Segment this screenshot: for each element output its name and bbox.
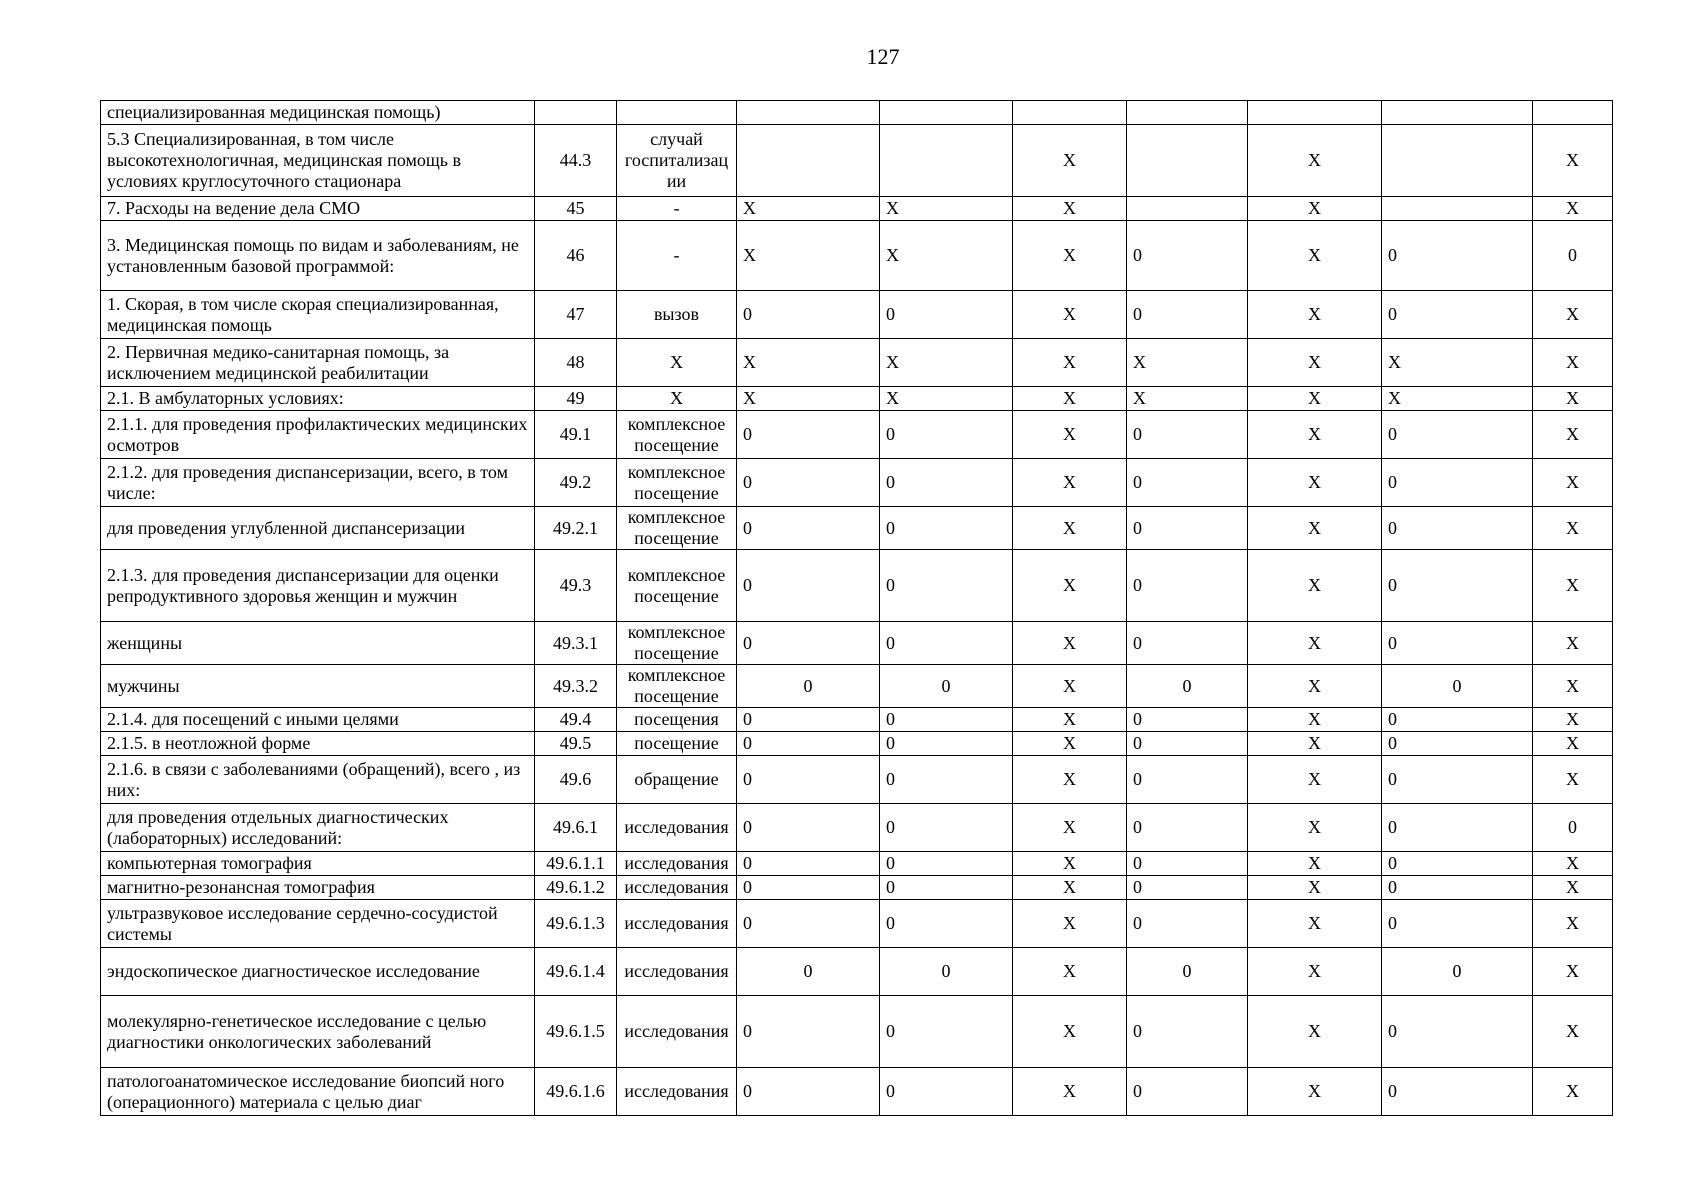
- value-cell-5: X: [1248, 197, 1382, 221]
- value-cell-4: [1127, 125, 1248, 197]
- value-cell-2: 0: [880, 459, 1013, 507]
- value-cell-3: X: [1013, 125, 1127, 197]
- value-cell-3: X: [1013, 708, 1127, 732]
- value-cell-3: X: [1013, 197, 1127, 221]
- value-cell-7: X: [1533, 339, 1613, 387]
- table-row: [101, 948, 1613, 996]
- value-cell-1: 0: [737, 732, 880, 756]
- value-cell-4: 0: [1127, 876, 1248, 900]
- value-cell-1: 0: [737, 665, 880, 708]
- value-cell-2: 0: [880, 876, 1013, 900]
- value-cell-3: X: [1013, 339, 1127, 387]
- value-cell-4: 0: [1127, 900, 1248, 948]
- value-cell-4: X: [1127, 339, 1248, 387]
- value-cell-4: 0: [1127, 550, 1248, 622]
- value-cell-1: 0: [737, 900, 880, 948]
- value-cell-2: X: [880, 387, 1013, 411]
- row-name: 2.1.1. для проведения профилактических медицинских осмотров: [101, 411, 535, 459]
- value-cell-2: 0: [880, 550, 1013, 622]
- value-cell-7: X: [1533, 852, 1613, 876]
- row-unit: исследования: [617, 852, 737, 876]
- row-code: 49.5: [535, 732, 617, 756]
- value-cell-6: 0: [1382, 900, 1533, 948]
- value-cell-1: 0: [737, 804, 880, 852]
- value-cell-2: 0: [880, 507, 1013, 550]
- value-cell-5: X: [1248, 291, 1382, 339]
- value-cell-4: 0: [1127, 291, 1248, 339]
- table-row: [101, 756, 1613, 804]
- row-name: патологоанатомическое исследование биопсий ного (операционного) материала с целью диаг: [101, 1068, 535, 1116]
- value-cell-3: X: [1013, 996, 1127, 1068]
- row-code: 49.6.1.3: [535, 900, 617, 948]
- row-name: мужчины: [101, 665, 535, 708]
- value-cell-2: 0: [880, 708, 1013, 732]
- value-cell-7: X: [1533, 996, 1613, 1068]
- value-cell-5: X: [1248, 411, 1382, 459]
- row-unit: комплексное посещение: [617, 550, 737, 622]
- row-code: 49.6.1.5: [535, 996, 617, 1068]
- value-cell-1: X: [737, 387, 880, 411]
- value-cell-6: 0: [1382, 507, 1533, 550]
- value-cell-7: X: [1533, 550, 1613, 622]
- value-cell-4: [1127, 197, 1248, 221]
- value-cell-5: X: [1248, 732, 1382, 756]
- value-cell-3: X: [1013, 291, 1127, 339]
- row-name: для проведения углубленной диспансеризации: [101, 507, 535, 550]
- table-row: [101, 197, 1613, 221]
- row-code: 49.1: [535, 411, 617, 459]
- row-code: 49: [535, 387, 617, 411]
- value-cell-1: 0: [737, 507, 880, 550]
- row-unit: X: [617, 387, 737, 411]
- value-cell-7: X: [1533, 1068, 1613, 1116]
- row-name: 2.1.4. для посещений с иными целями: [101, 708, 535, 732]
- value-cell-6: 0: [1382, 665, 1533, 708]
- value-cell-5: X: [1248, 221, 1382, 291]
- value-cell-4: 0: [1127, 708, 1248, 732]
- value-cell-2: X: [880, 339, 1013, 387]
- value-cell-5: X: [1248, 550, 1382, 622]
- value-cell-4: 0: [1127, 221, 1248, 291]
- value-cell-6: 0: [1382, 876, 1533, 900]
- row-name: 2.1.2. для проведения диспансеризации, всего, в том числе:: [101, 459, 535, 507]
- row-name: 3. Медицинская помощь по видам и заболеваниям, не установленным базовой программой:: [101, 221, 535, 291]
- value-cell-2: 0: [880, 291, 1013, 339]
- value-cell-4: 0: [1127, 804, 1248, 852]
- row-unit: исследования: [617, 996, 737, 1068]
- value-cell-3: X: [1013, 550, 1127, 622]
- row-name: 2.1.5. в неотложной форме: [101, 732, 535, 756]
- row-code: 49.6: [535, 756, 617, 804]
- row-unit: комплексное посещение: [617, 507, 737, 550]
- value-cell-7: X: [1533, 291, 1613, 339]
- value-cell-4: 0: [1127, 732, 1248, 756]
- row-code: 49.3.2: [535, 665, 617, 708]
- value-cell-3: X: [1013, 852, 1127, 876]
- value-cell-2: [880, 125, 1013, 197]
- value-cell-1: [737, 125, 880, 197]
- row-code: 49.2: [535, 459, 617, 507]
- value-cell-5: X: [1248, 459, 1382, 507]
- row-code: 48: [535, 339, 617, 387]
- row-name: 1. Скорая, в том числе скорая специализированная, медицинская помощь: [101, 291, 535, 339]
- value-cell-6: 0: [1382, 804, 1533, 852]
- value-cell-2: X: [880, 197, 1013, 221]
- row-unit: исследования: [617, 900, 737, 948]
- value-cell-2: 0: [880, 948, 1013, 996]
- value-cell-7: X: [1533, 411, 1613, 459]
- value-cell-6: 0: [1382, 622, 1533, 665]
- value-cell-4: 0: [1127, 459, 1248, 507]
- row-name: женщины: [101, 622, 535, 665]
- value-cell-2: [880, 101, 1013, 125]
- row-code: 49.6.1.1: [535, 852, 617, 876]
- row-code: 49.6.1.6: [535, 1068, 617, 1116]
- value-cell-3: X: [1013, 1068, 1127, 1116]
- value-cell-5: X: [1248, 996, 1382, 1068]
- table-row: [101, 339, 1613, 387]
- value-cell-7: X: [1533, 900, 1613, 948]
- value-cell-7: 0: [1533, 804, 1613, 852]
- value-cell-7: [1533, 101, 1613, 125]
- value-cell-5: X: [1248, 948, 1382, 996]
- value-cell-7: X: [1533, 459, 1613, 507]
- row-code: 44.3: [535, 125, 617, 197]
- row-unit: -: [617, 197, 737, 221]
- value-cell-5: X: [1248, 804, 1382, 852]
- value-cell-7: X: [1533, 665, 1613, 708]
- row-code: 49.3.1: [535, 622, 617, 665]
- row-code: 45: [535, 197, 617, 221]
- row-code: 49.2.1: [535, 507, 617, 550]
- value-cell-3: X: [1013, 507, 1127, 550]
- value-cell-7: X: [1533, 876, 1613, 900]
- row-unit: исследования: [617, 1068, 737, 1116]
- row-name: 2.1. В амбулаторных условиях:: [101, 387, 535, 411]
- row-code: 49.3: [535, 550, 617, 622]
- table-row: [101, 665, 1613, 708]
- value-cell-3: X: [1013, 756, 1127, 804]
- value-cell-6: X: [1382, 339, 1533, 387]
- value-cell-6: 0: [1382, 756, 1533, 804]
- value-cell-7: 0: [1533, 221, 1613, 291]
- value-cell-3: X: [1013, 665, 1127, 708]
- value-cell-5: X: [1248, 900, 1382, 948]
- row-code: 49.6.1.4: [535, 948, 617, 996]
- value-cell-1: 0: [737, 852, 880, 876]
- row-code: 49.4: [535, 708, 617, 732]
- value-cell-7: X: [1533, 948, 1613, 996]
- row-unit: [617, 101, 737, 125]
- value-cell-4: 0: [1127, 852, 1248, 876]
- value-cell-6: 0: [1382, 1068, 1533, 1116]
- row-code: 49.6.1.2: [535, 876, 617, 900]
- row-unit: исследования: [617, 948, 737, 996]
- row-name: компьютерная томография: [101, 852, 535, 876]
- row-unit: случай госпитализац ии: [617, 125, 737, 197]
- value-cell-6: [1382, 101, 1533, 125]
- value-cell-2: 0: [880, 1068, 1013, 1116]
- row-unit: комплексное посещение: [617, 622, 737, 665]
- table-row: [101, 125, 1613, 197]
- value-cell-3: X: [1013, 948, 1127, 996]
- table-row: [101, 1068, 1613, 1116]
- value-cell-2: 0: [880, 996, 1013, 1068]
- value-cell-7: X: [1533, 622, 1613, 665]
- value-cell-6: [1382, 197, 1533, 221]
- value-cell-2: 0: [880, 804, 1013, 852]
- value-cell-3: X: [1013, 387, 1127, 411]
- value-cell-2: 0: [880, 852, 1013, 876]
- value-cell-5: X: [1248, 125, 1382, 197]
- value-cell-1: 0: [737, 876, 880, 900]
- value-cell-4: 0: [1127, 996, 1248, 1068]
- value-cell-1: [737, 101, 880, 125]
- data-table: [100, 100, 1613, 1116]
- value-cell-1: 0: [737, 411, 880, 459]
- value-cell-1: X: [737, 197, 880, 221]
- value-cell-6: 0: [1382, 852, 1533, 876]
- value-cell-4: 0: [1127, 665, 1248, 708]
- row-code: 47: [535, 291, 617, 339]
- table-row: [101, 804, 1613, 852]
- value-cell-1: X: [737, 339, 880, 387]
- value-cell-6: X: [1382, 387, 1533, 411]
- row-unit: вызов: [617, 291, 737, 339]
- value-cell-5: X: [1248, 756, 1382, 804]
- table-row: [101, 291, 1613, 339]
- value-cell-2: 0: [880, 732, 1013, 756]
- value-cell-1: 0: [737, 550, 880, 622]
- value-cell-2: 0: [880, 411, 1013, 459]
- value-cell-4: X: [1127, 387, 1248, 411]
- value-cell-1: 0: [737, 708, 880, 732]
- row-code: [535, 101, 617, 125]
- row-name: молекулярно-генетическое исследование с целью диагностики онкологических заболеваний: [101, 996, 535, 1068]
- row-name: для проведения отдельных диагностических (лабораторных) исследований:: [101, 804, 535, 852]
- value-cell-7: X: [1533, 756, 1613, 804]
- value-cell-4: 0: [1127, 411, 1248, 459]
- row-name: 7. Расходы на ведение дела СМО: [101, 197, 535, 221]
- value-cell-4: 0: [1127, 948, 1248, 996]
- value-cell-4: 0: [1127, 507, 1248, 550]
- row-unit: исследования: [617, 876, 737, 900]
- table-row: [101, 550, 1613, 622]
- value-cell-3: X: [1013, 221, 1127, 291]
- value-cell-2: 0: [880, 756, 1013, 804]
- value-cell-2: X: [880, 221, 1013, 291]
- row-name: эндоскопическое диагностическое исследование: [101, 948, 535, 996]
- table-row: [101, 411, 1613, 459]
- value-cell-6: 0: [1382, 550, 1533, 622]
- value-cell-6: 0: [1382, 996, 1533, 1068]
- value-cell-6: 0: [1382, 732, 1533, 756]
- row-unit: -: [617, 221, 737, 291]
- row-name: специализированная медицинская помощь): [101, 101, 535, 125]
- value-cell-3: [1013, 101, 1127, 125]
- value-cell-7: X: [1533, 387, 1613, 411]
- table-row: [101, 852, 1613, 876]
- row-name: 2.1.3. для проведения диспансеризации для оценки репродуктивного здоровья женщин и мужчин: [101, 550, 535, 622]
- row-unit: посещения: [617, 708, 737, 732]
- row-unit: комплексное посещение: [617, 665, 737, 708]
- value-cell-1: 0: [737, 1068, 880, 1116]
- value-cell-6: 0: [1382, 948, 1533, 996]
- row-unit: комплексное посещение: [617, 459, 737, 507]
- value-cell-1: 0: [737, 459, 880, 507]
- row-unit: исследования: [617, 804, 737, 852]
- value-cell-5: X: [1248, 876, 1382, 900]
- value-cell-5: X: [1248, 507, 1382, 550]
- row-name: 2.1.6. в связи с заболеваниями (обращений), всего , из них:: [101, 756, 535, 804]
- value-cell-4: 0: [1127, 622, 1248, 665]
- value-cell-7: X: [1533, 125, 1613, 197]
- value-cell-3: X: [1013, 876, 1127, 900]
- value-cell-6: [1382, 125, 1533, 197]
- table-row: [101, 387, 1613, 411]
- table-row: [101, 708, 1613, 732]
- value-cell-5: X: [1248, 665, 1382, 708]
- value-cell-5: X: [1248, 1068, 1382, 1116]
- row-unit: комплексное посещение: [617, 411, 737, 459]
- value-cell-3: X: [1013, 411, 1127, 459]
- table-row: [101, 622, 1613, 665]
- value-cell-3: X: [1013, 622, 1127, 665]
- table-row: [101, 507, 1613, 550]
- row-code: 46: [535, 221, 617, 291]
- value-cell-6: 0: [1382, 708, 1533, 732]
- value-cell-1: X: [737, 221, 880, 291]
- value-cell-1: 0: [737, 996, 880, 1068]
- value-cell-1: 0: [737, 622, 880, 665]
- value-cell-1: 0: [737, 756, 880, 804]
- value-cell-7: X: [1533, 507, 1613, 550]
- value-cell-3: X: [1013, 804, 1127, 852]
- value-cell-3: X: [1013, 900, 1127, 948]
- table-row: [101, 101, 1613, 125]
- value-cell-4: 0: [1127, 756, 1248, 804]
- value-cell-1: 0: [737, 948, 880, 996]
- value-cell-5: X: [1248, 339, 1382, 387]
- value-cell-6: 0: [1382, 291, 1533, 339]
- value-cell-7: X: [1533, 197, 1613, 221]
- value-cell-6: 0: [1382, 459, 1533, 507]
- value-cell-2: 0: [880, 900, 1013, 948]
- value-cell-6: 0: [1382, 411, 1533, 459]
- value-cell-4: 0: [1127, 1068, 1248, 1116]
- value-cell-5: [1248, 101, 1382, 125]
- table-row: [101, 900, 1613, 948]
- table-row: [101, 996, 1613, 1068]
- row-name: ультразвуковое исследование сердечно-сосудистой системы: [101, 900, 535, 948]
- value-cell-5: X: [1248, 622, 1382, 665]
- value-cell-2: 0: [880, 665, 1013, 708]
- value-cell-3: X: [1013, 732, 1127, 756]
- table-row: [101, 221, 1613, 291]
- row-name: 5.3 Специализированная, в том числе высокотехнологичная, медицинская помощь в условиях круглосуточного стационара: [101, 125, 535, 197]
- value-cell-7: X: [1533, 708, 1613, 732]
- row-name: магнитно-резонансная томография: [101, 876, 535, 900]
- value-cell-2: 0: [880, 622, 1013, 665]
- row-name: 2. Первичная медико-санитарная помощь, за исключением медицинской реабилитации: [101, 339, 535, 387]
- value-cell-5: X: [1248, 852, 1382, 876]
- row-unit: X: [617, 339, 737, 387]
- value-cell-5: X: [1248, 387, 1382, 411]
- value-cell-6: 0: [1382, 221, 1533, 291]
- page-number: 127: [866, 44, 900, 69]
- value-cell-4: [1127, 101, 1248, 125]
- table-row: [101, 732, 1613, 756]
- value-cell-3: X: [1013, 459, 1127, 507]
- table-row: [101, 459, 1613, 507]
- value-cell-1: 0: [737, 291, 880, 339]
- value-cell-5: X: [1248, 708, 1382, 732]
- row-code: 49.6.1: [535, 804, 617, 852]
- row-unit: посещение: [617, 732, 737, 756]
- value-cell-7: X: [1533, 732, 1613, 756]
- table-row: [101, 876, 1613, 900]
- row-unit: обращение: [617, 756, 737, 804]
